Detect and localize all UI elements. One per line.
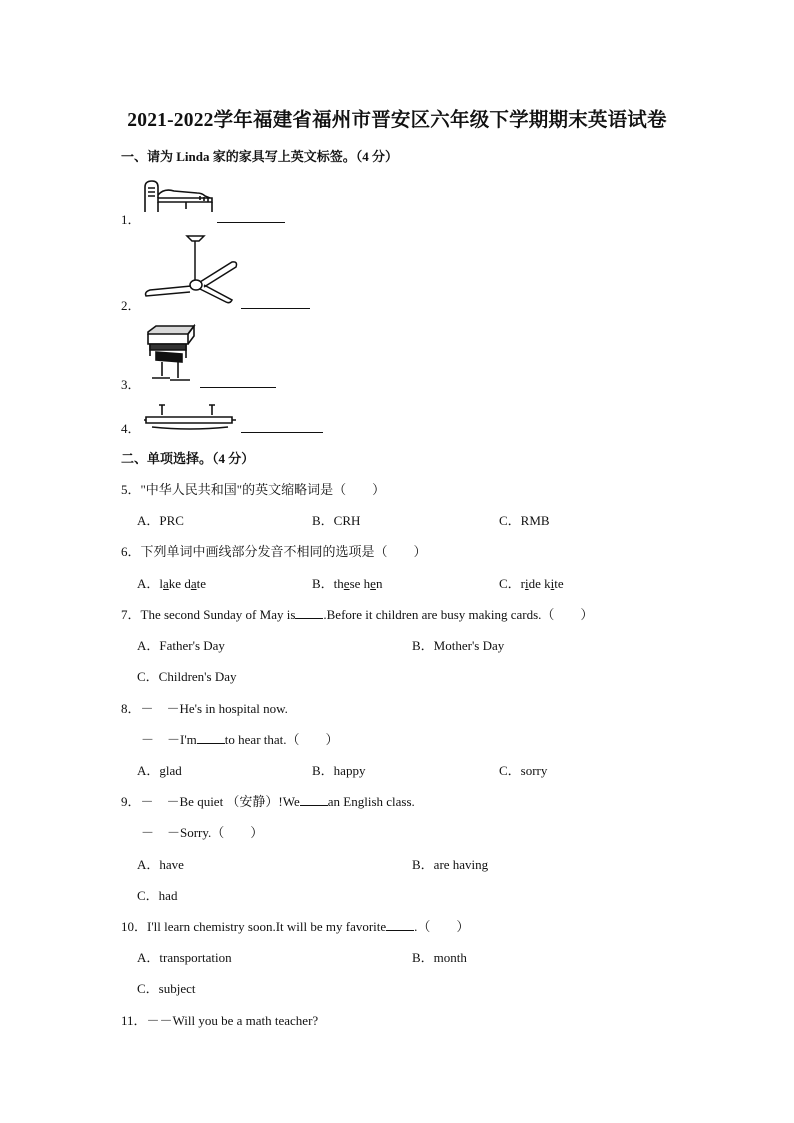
underlined-letter: a [190, 576, 197, 591]
question-9-option-a[interactable]: A．have [137, 857, 184, 872]
underlined-letter: e [370, 576, 376, 591]
stem-text: 7．The second Sunday of May is [121, 607, 296, 622]
word-part: te [196, 576, 206, 591]
word-part: th [333, 576, 344, 591]
question-8-line-1: 8．－ －He's in hospital now. [121, 701, 288, 716]
question-7-stem [121, 604, 593, 623]
item-1-number: 1． [121, 212, 141, 227]
question-8-option-c[interactable]: C．sorry [499, 763, 548, 778]
word-part: n [375, 576, 383, 591]
stem-text: .Before it children are busy making cards.（ ） [323, 607, 594, 622]
answer-fill-blank[interactable] [295, 606, 323, 619]
question-10-option-c[interactable]: C．subject [137, 981, 196, 996]
word-part: r [520, 576, 526, 591]
question-9-option-b[interactable]: B．are having [412, 857, 489, 872]
underlined-letter: a [163, 576, 169, 591]
stem-text: 10．I'll learn chemistry soon.It will be my favorite [121, 919, 387, 934]
question-11-stem: 11．－－Will you be a math teacher? [121, 1013, 319, 1028]
page-title: 2021-2022学年福建省福州市晋安区六年级下学期期末英语试卷 [127, 110, 667, 131]
word-part: se h [349, 576, 371, 591]
word-part: ke d [168, 576, 191, 591]
underlined-letter: e [343, 576, 350, 591]
section-1-heading: 一、请为 Linda 家的家具写上英文标签。（4 分） [121, 149, 398, 164]
answer-fill-blank[interactable] [300, 793, 328, 806]
question-8-option-b[interactable]: B．happy [312, 763, 366, 778]
question-5-option-c[interactable]: C．RMB [499, 513, 550, 528]
stem-text: to hear that.（ ） [224, 732, 339, 747]
question-9-line-1 [121, 791, 415, 810]
question-7-option-a[interactable]: A．Father's Day [137, 638, 225, 653]
answer-blank-2[interactable] [241, 294, 310, 309]
answer-blank-1[interactable] [217, 208, 285, 223]
answer-blank-3[interactable] [200, 373, 276, 388]
stem-text: 9．－ －Be quiet （安静）!We [121, 794, 300, 809]
word-part: l [159, 576, 164, 591]
question-5-stem: 5．"中华人民共和国"的英文缩略词是（ ） [121, 482, 386, 497]
question-6-option-a[interactable] [137, 573, 206, 592]
question-5-option-a[interactable]: A．PRC [137, 513, 184, 528]
question-10-option-b[interactable]: B．month [412, 950, 467, 965]
question-6-option-c[interactable] [499, 573, 564, 592]
option-b-prefix: B． [312, 576, 334, 591]
question-7-option-b[interactable]: B．Mother's Day [412, 638, 505, 653]
item-2-number: 2． [121, 298, 141, 313]
question-8-line-2 [141, 729, 339, 748]
question-8-option-a[interactable]: A．glad [137, 763, 182, 778]
stem-text: an English class. [327, 794, 415, 809]
question-5-option-b[interactable]: B．CRH [312, 513, 361, 528]
ceiling-light-icon [142, 403, 238, 431]
word-part: de k [528, 576, 551, 591]
option-a-prefix: A． [137, 576, 160, 591]
underlined-letter: i [550, 576, 555, 591]
stem-text: .（ ） [414, 919, 470, 934]
question-10-stem [121, 916, 469, 935]
question-6-option-b[interactable] [312, 573, 382, 592]
stem-text: － －I'm [141, 732, 197, 747]
desk-icon [142, 324, 198, 384]
question-6-stem: 6．下列单词中画线部分发音不相同的选项是（ ） [121, 544, 427, 559]
word-part: te [554, 576, 564, 591]
item-4-number: 4． [121, 421, 141, 436]
answer-fill-blank[interactable] [197, 731, 225, 744]
section-2-heading: 二、单项选择。（4 分） [121, 451, 255, 466]
question-10-option-a[interactable]: A．transportation [137, 950, 232, 965]
question-9-line-2: － －Sorry.（ ） [141, 825, 264, 840]
question-9-option-c[interactable]: C．had [137, 888, 178, 903]
item-3-number: 3． [121, 377, 141, 392]
bed-icon [142, 178, 216, 214]
ceiling-fan-icon [142, 234, 240, 306]
answer-blank-4[interactable] [241, 418, 323, 433]
question-7-option-c[interactable]: C．Children's Day [137, 669, 237, 684]
underlined-letter: i [525, 576, 529, 591]
answer-fill-blank[interactable] [386, 918, 414, 931]
option-c-prefix: C． [499, 576, 521, 591]
